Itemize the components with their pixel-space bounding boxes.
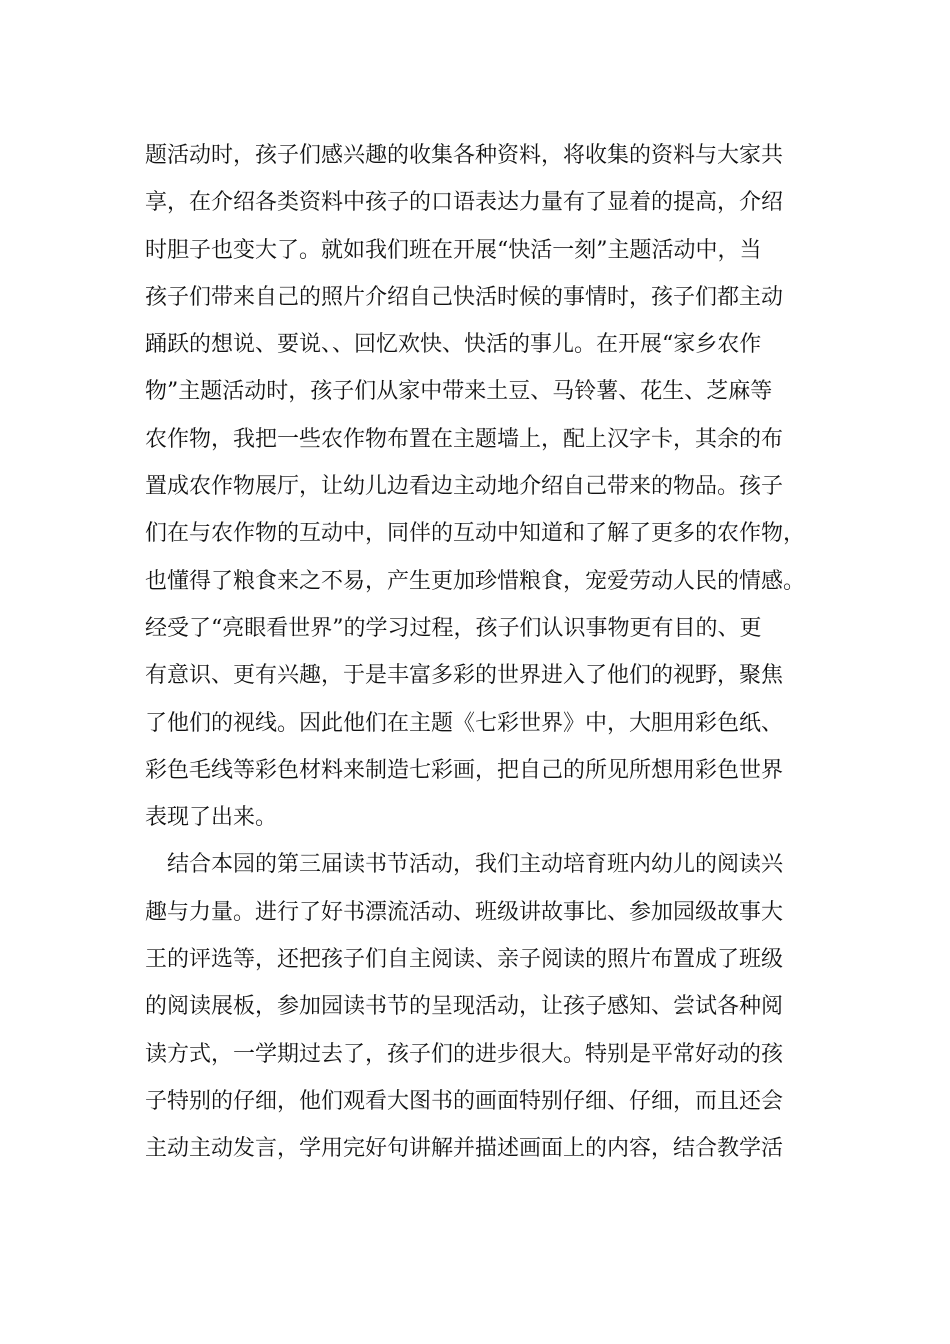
text-line: 表现了出来。	[145, 805, 278, 831]
text-line: 主动主动发言，学用完好句讲解并描述画面上的内容，结合教学活	[145, 1136, 784, 1162]
text-line: 趣与力量。进行了好书漂流活动、班级讲故事比、参加园级故事大	[145, 899, 784, 925]
text-line: 子特别的仔细，他们观看大图书的画面特别仔细、仔细，而且还会	[145, 1088, 784, 1114]
body-text	[145, 132, 815, 1173]
text-line: 也懂得了粮食来之不易，产生更加珍惜粮食，宠爱劳动人民的情感。	[145, 568, 806, 594]
text-line: 时胆子也变大了。就如我们班在开展“快活一刻”主题活动中，当	[145, 237, 762, 263]
text-line: 读方式，一学期过去了，孩子们的进步很大。特别是平常好动的孩	[145, 1041, 784, 1067]
text-line: 有意识、更有兴趣，于是丰富多彩的世界进入了他们的视野，聚焦	[145, 663, 784, 689]
text-line: 享，在介绍各类资料中孩子的口语表达力量有了显着的提高，介绍	[145, 190, 784, 216]
paragraph-start-line: 结合本园的第三届读书节活动，我们主动培育班内幼儿的阅读兴	[167, 852, 784, 878]
text-line: 孩子们带来自己的照片介绍自己快活时候的事情时，孩子们都主动	[145, 284, 784, 310]
text-line: 们在与农作物的互动中，同伴的互动中知道和了解了更多的农作物，	[145, 521, 806, 547]
text-line: 置成农作物展厅，让幼儿边看边主动地介绍自己带来的物品。孩子	[145, 474, 784, 500]
text-line: 题活动时，孩子们感兴趣的收集各种资料，将收集的资料与大家共	[145, 143, 784, 168]
text-line: 的阅读展板，参加园读书节的呈现活动，让孩子感知、尝试各种阅	[145, 994, 784, 1020]
text-line: 物”主题活动时，孩子们从家中带来土豆、马铃薯、花生、芝麻等	[145, 379, 773, 405]
text-line: 踊跃的想说、要说、、回忆欢快、快活的事儿。在开展“家乡农作	[145, 332, 762, 358]
text-line: 彩色毛线等彩色材料来制造七彩画，把自己的所见所想用彩色世界	[145, 757, 784, 783]
text-line: 王的评选等，还把孩子们自主阅读、亲子阅读的照片布置成了班级	[145, 947, 784, 973]
text-line: 经受了“亮眼看世界”的学习过程，孩子们认识事物更有目的、更	[145, 615, 762, 641]
text-line: 农作物，我把一些农作物布置在主题墙上，配上汉字卡，其余的布	[145, 426, 784, 452]
text-line: 了他们的视线。因此他们在主题《七彩世界》中，大胆用彩色纸、	[145, 710, 784, 736]
